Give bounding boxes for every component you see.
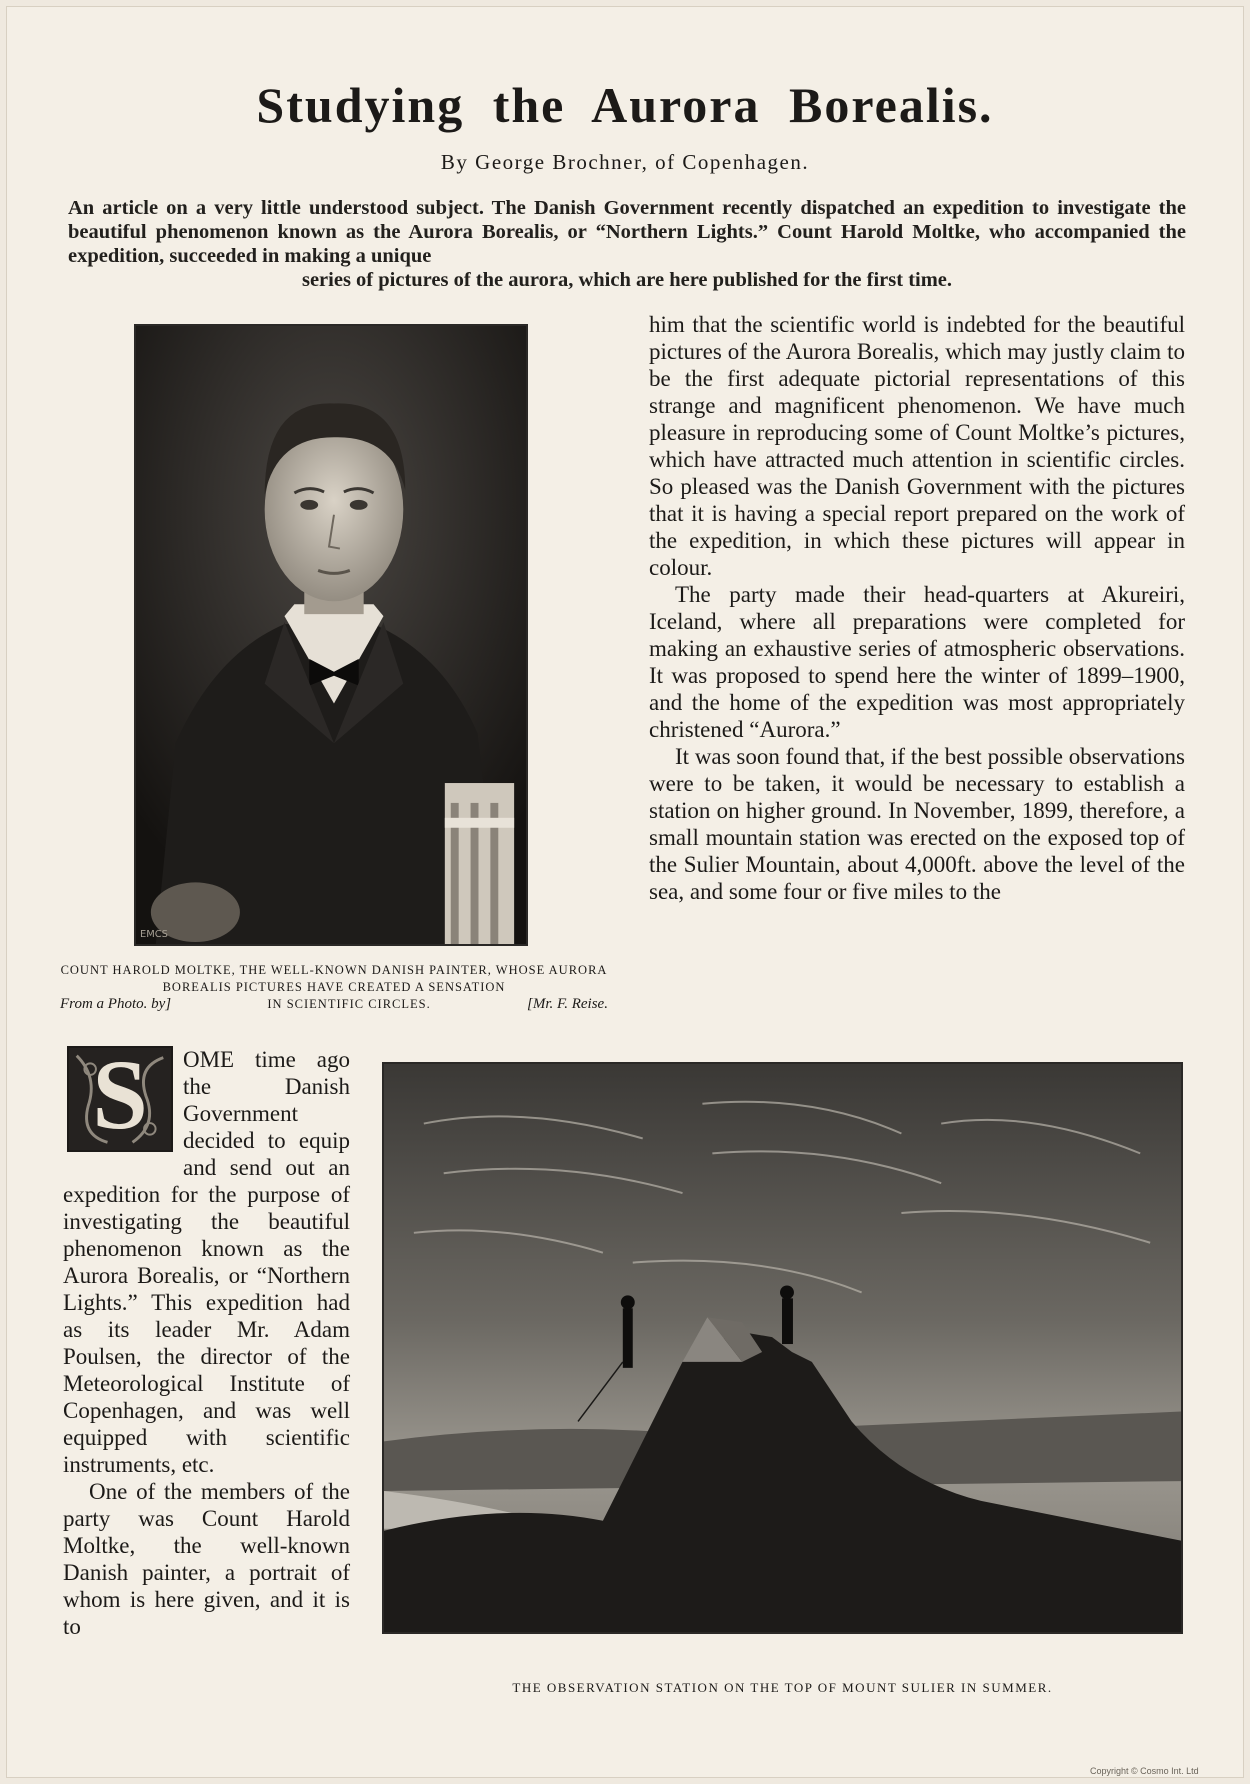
article-title: Studying the Aurora Borealis. [256, 77, 994, 133]
decorative-initial [67, 1039, 173, 1152]
portrait-photo [134, 324, 528, 946]
right-paragraph-2: The party made their head-quarters at Akureiri, Iceland, where all preparations were completed for making an exhaustive series of atmospheric observations. It was proposed to spend here the winter of 1899–1900, and the home of the expedition was most appropriately christened “Aurora.” [649, 582, 1185, 742]
left-paragraph-2: One of the members of the party was Count Harold Moltke, the well-known Danish painter, a portrait of whom is here given, and it is to [63, 1479, 350, 1639]
intro-paragraph [68, 196, 1186, 292]
landscape-caption: THE OBSERVATION STATION ON THE TOP OF MOUNT SULIER IN SUMMER. [512, 1680, 1053, 1695]
intro-last-line: series of pictures of the aurora, which are here published for the first time. [301, 269, 953, 291]
photo-credit-left: From a Photo. by] [60, 996, 172, 1012]
right-paragraph-1: him that the scientific world is indebted for the beautiful pictures of the Aurora Borealis, which may justly claim to be the first adequate pictorial representations of this strange and magnificent phenomenon. We have much pleasure in reproducing some of Count Moltke’s pictures, which have attracted much attention in scientific circles. So pleased was the Danish Government with the pictures that it is having a special report prepared on the work of the expedition, in which these pictures will appear in colour. [649, 312, 1185, 580]
portrait-caption [60, 962, 608, 1013]
right-paragraph-3: It was soon found that, if the best possible observations were to be taken, it would be necessary to establish a station on higher ground. In November, 1899, therefore, a small mountain station was erected on the exposed top of the Sulier Mountain, about 4,000ft. above the level of the sea, and some four or five miles to the [649, 744, 1185, 904]
photo-credit-mid: IN SCIENTIFIC CIRCLES. [267, 997, 431, 1011]
photo-credit-right: [Mr. F. Reise. [527, 996, 608, 1012]
left-paragraph-1: OME time ago the Danish Government decided to equip and send out an expedition for the purpose of investigating the beautiful phenomenon known as the Aurora Borealis, or “Northern Lights.” This expedition had as its leader Mr. Adam Poulsen, the director of the Meteorological Institute of Copenhagen, and was well equipped with scientific instruments, etc. [63, 1047, 350, 1477]
portrait-credit-line [60, 996, 608, 1013]
dropcap-letter: S [92, 1039, 148, 1150]
photographer-signature: EMCS [139, 929, 168, 941]
intro-main: An article on a very little understood subject. The Danish Government recently dispatched an expedition to investigate the beautiful phenomenon known as the Aurora Borealis, or “Northern Lights.” Count Harold Moltke, who accompanied the expedition, succeeded in making a unique [68, 197, 1186, 267]
right-column-text [649, 311, 1185, 905]
portrait-caption-text: COUNT HAROLD MOLTKE, THE WELL-KNOWN DANISH PAINTER, WHOSE AURORA BOREALIS PICTURES HAVE CREATED A SENSATION [60, 963, 608, 994]
left-column-text [63, 1039, 350, 1640]
mountain-station-photo [382, 1062, 1183, 1634]
byline: By George Brochner, of Copenhagen. [440, 150, 810, 174]
copyright-footer: Copyright © Cosmo Int. Ltd [1090, 1766, 1199, 1776]
